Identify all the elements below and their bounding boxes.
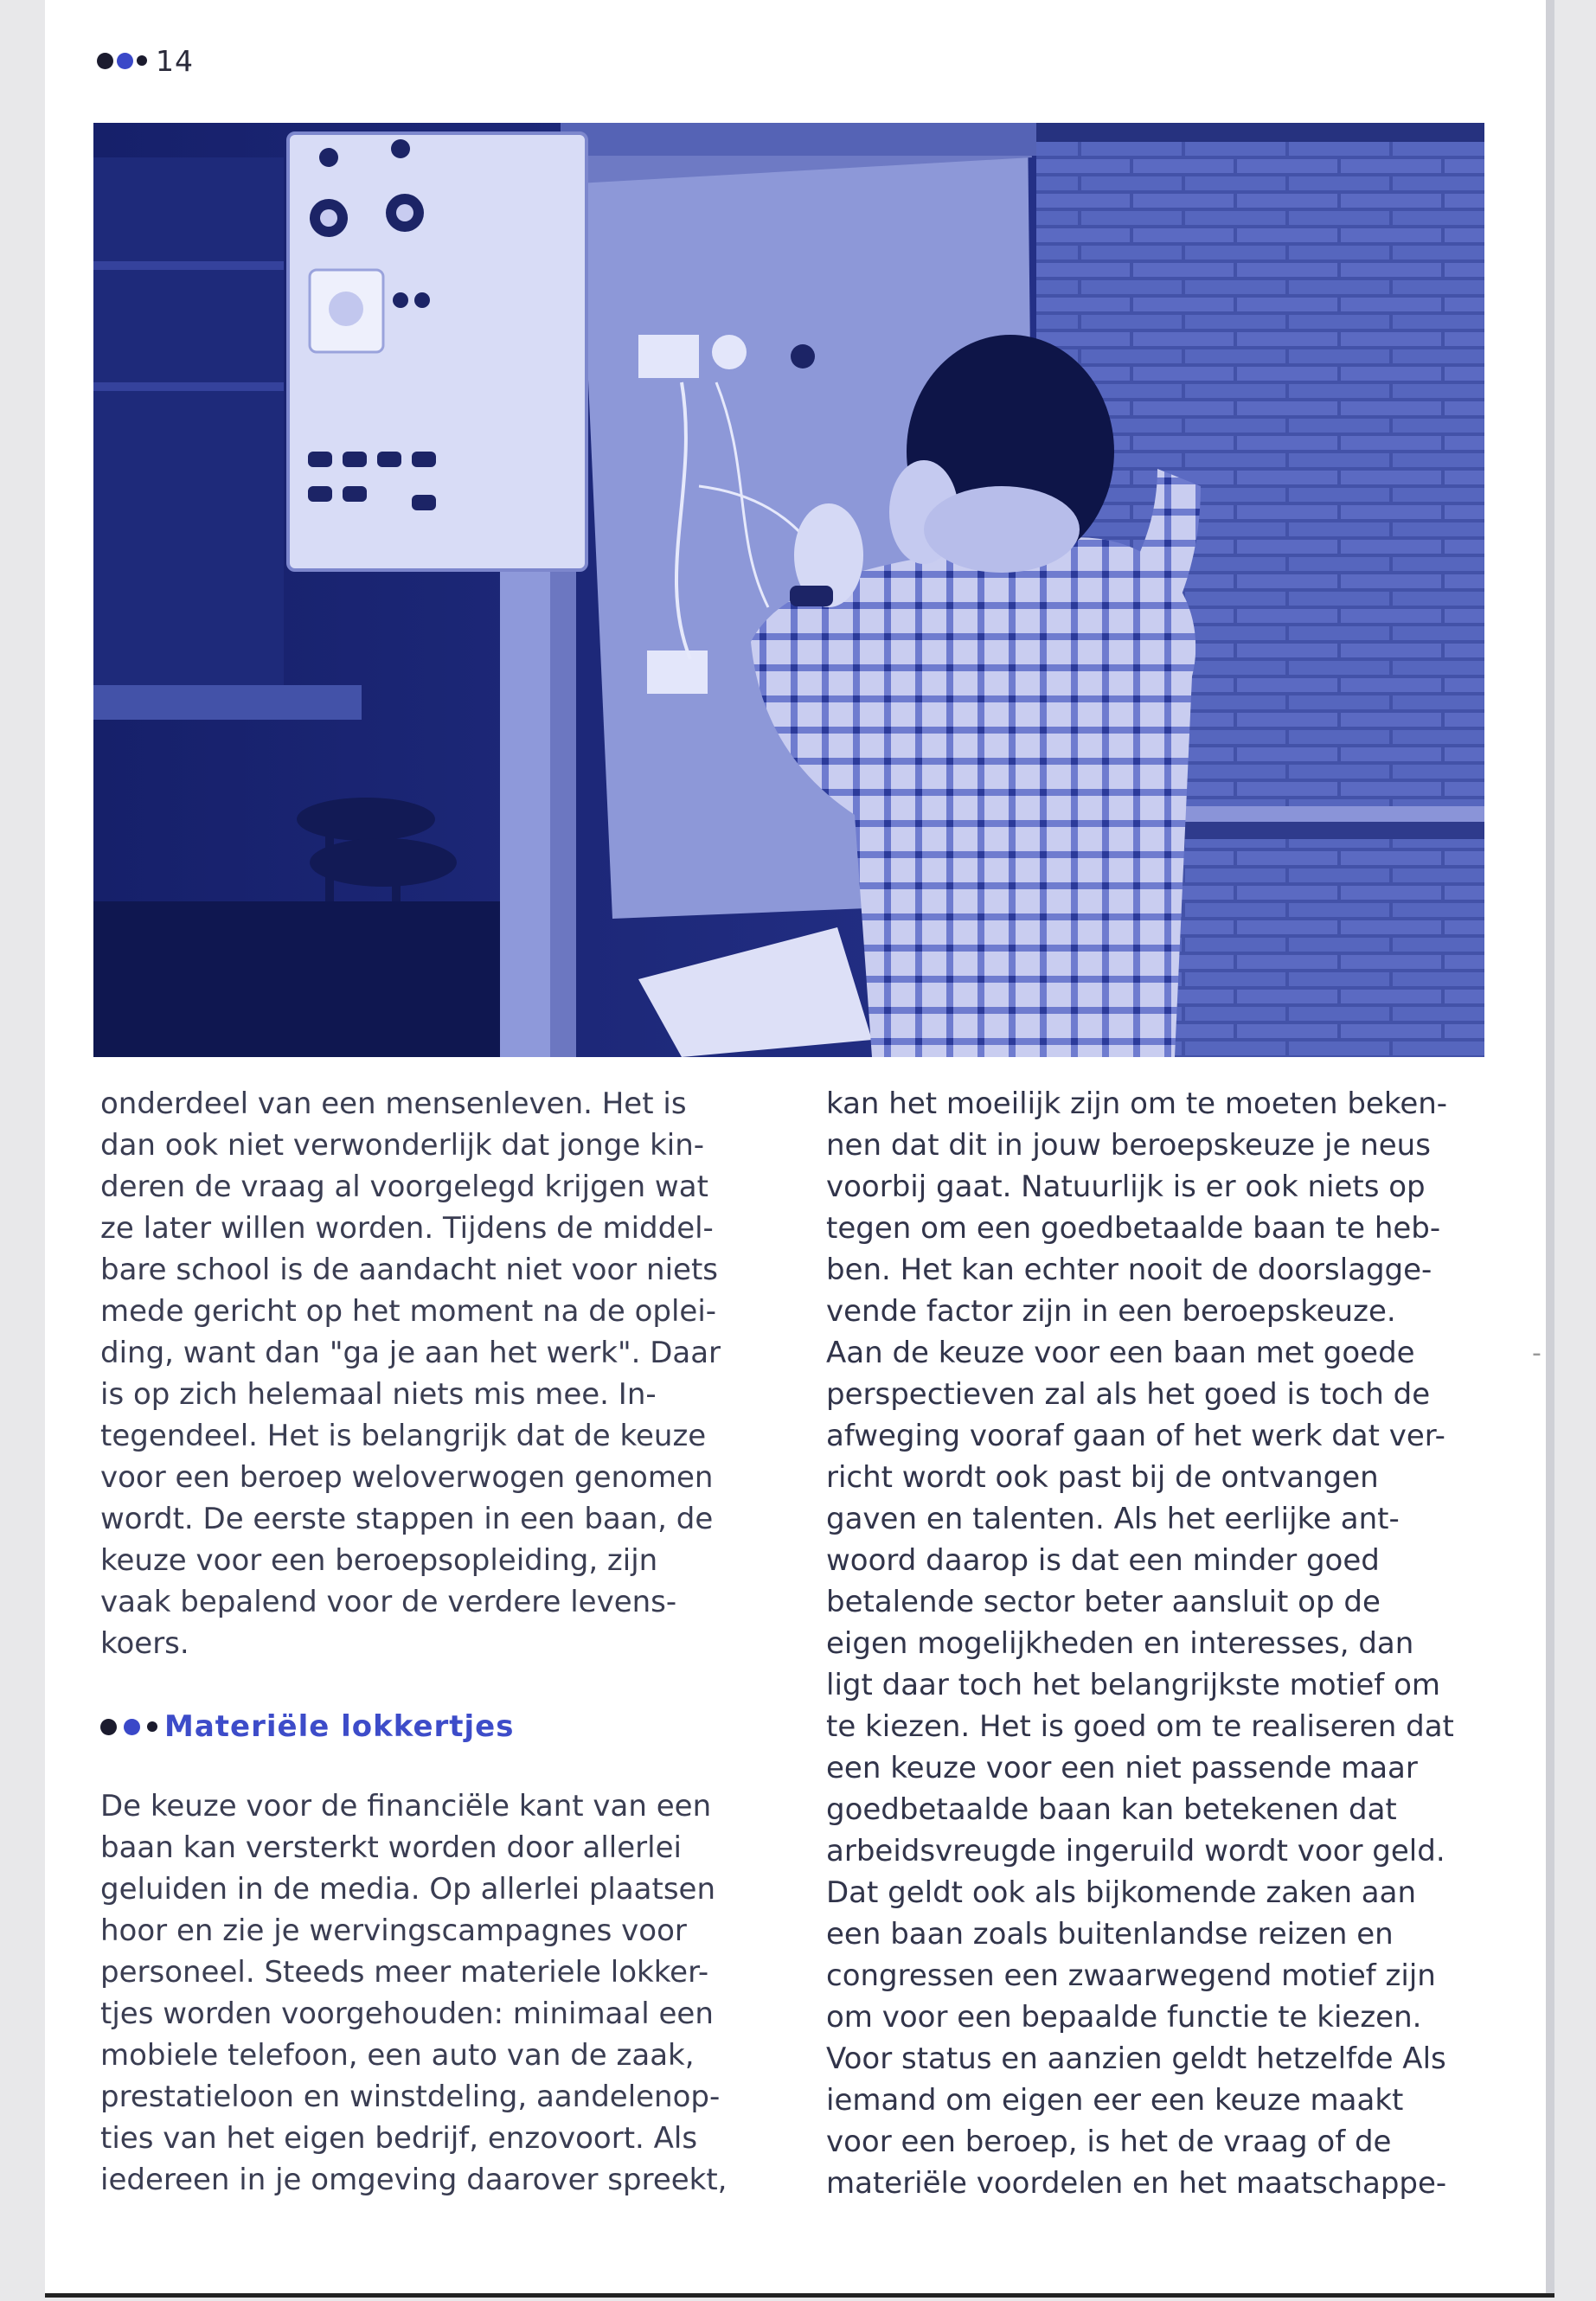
left-column bbox=[100, 1083, 762, 2201]
bullet-dot-dark-icon bbox=[100, 1719, 117, 1735]
body-paragraph-2: De keuze voor de financiële kant van een baan kan versterkt worden door allerlei geluiden in de media. Op allerlei plaatsen hoor en zie je wervingscampagnes voor personeel. Steeds meer materiele lokker- tjes worden voorgehouden: minimaal een mobiele telefoon, een auto van de zaak, prestatieloon en winstdeling, aandelenop- ties van het eigen bedrijf, enzovoort. Als iedereen in je omgeving daarover spreekt, bbox=[100, 1789, 727, 2197]
subheading: Materiële lokkertjes bbox=[164, 1709, 515, 1744]
body-paragraph-1: onderdeel van een mensenleven. Het is dan ook niet verwonderlijk dat jonge kin- deren de vraag al voorgelegd krijgen wat ze later willen worden. Tijdens de middel- bare school is de aandacht niet voor niets mede gericht op het moment na de oplei- ding, want dan "ga je aan het werk". Daar is op zich helemaal niets mis mee. In- tegendeel. Het is belangrijk dat de keuze voor een beroep weloverwogen genomen wordt. De eerste stappen in een baan, de keuze voor een beroepsopleiding, zijn vaak bepalend voor de verdere levens- koers. bbox=[100, 1086, 721, 1661]
bullet-dot-small-icon bbox=[147, 1721, 157, 1732]
bullet-dot-blue-icon bbox=[124, 1719, 140, 1735]
margin-mark: - bbox=[1532, 1338, 1542, 1368]
header-dots-icon bbox=[97, 53, 147, 69]
subheading-row bbox=[100, 1706, 762, 1747]
photo-illustration bbox=[93, 123, 1484, 1057]
body-paragraph-right: kan het moeilijk zijn om te moeten beken- nen dat dit in jouw beroepskeuze je neus voorbij gaat. Natuurlijk is er ook niets op tegen om een goedbetaalde baan te heb- ben. Het kan echter nooit de doorslagge- vende factor zijn in een beroepskeuze. Aan de keuze voor een baan met goede perspectieven zal als het goed is toch de afweging vooraf gaan of het werk dat ver- richt wordt ook past bij de ontvangen gaven en talenten. Als het eerlijke ant- woord daarop is dat een minder goed betalende sector beter aansluit op de eigen mogelijkheden en interesses, dan ligt daar toch het belangrijkste motief om te kiezen. Het is goed om te realiseren dat een keuze voor een niet passende maar goedbetaalde baan kan betekenen dat arbeidsvreugde ingeruild wordt voor geld. Dat geldt ook als bijkomende zaken aan een baan zoals buitenlandse reizen en congressen een zwaarwegend motief zijn om voor een bepaalde functie te kiezen. Voor status en aanzien geldt hetzelfde Als iemand om eigen eer een keuze maakt voor een beroep, is het de vraag of de materiële voordelen en het maatschappe- bbox=[826, 1086, 1454, 2201]
page-bottom-edge bbox=[45, 2293, 1554, 2298]
page-header bbox=[97, 43, 194, 78]
page-number: 14 bbox=[156, 43, 194, 78]
right-column bbox=[826, 1083, 1484, 2204]
page-edge bbox=[1546, 0, 1554, 2297]
photo-student-wiring-panel bbox=[93, 123, 1484, 1057]
